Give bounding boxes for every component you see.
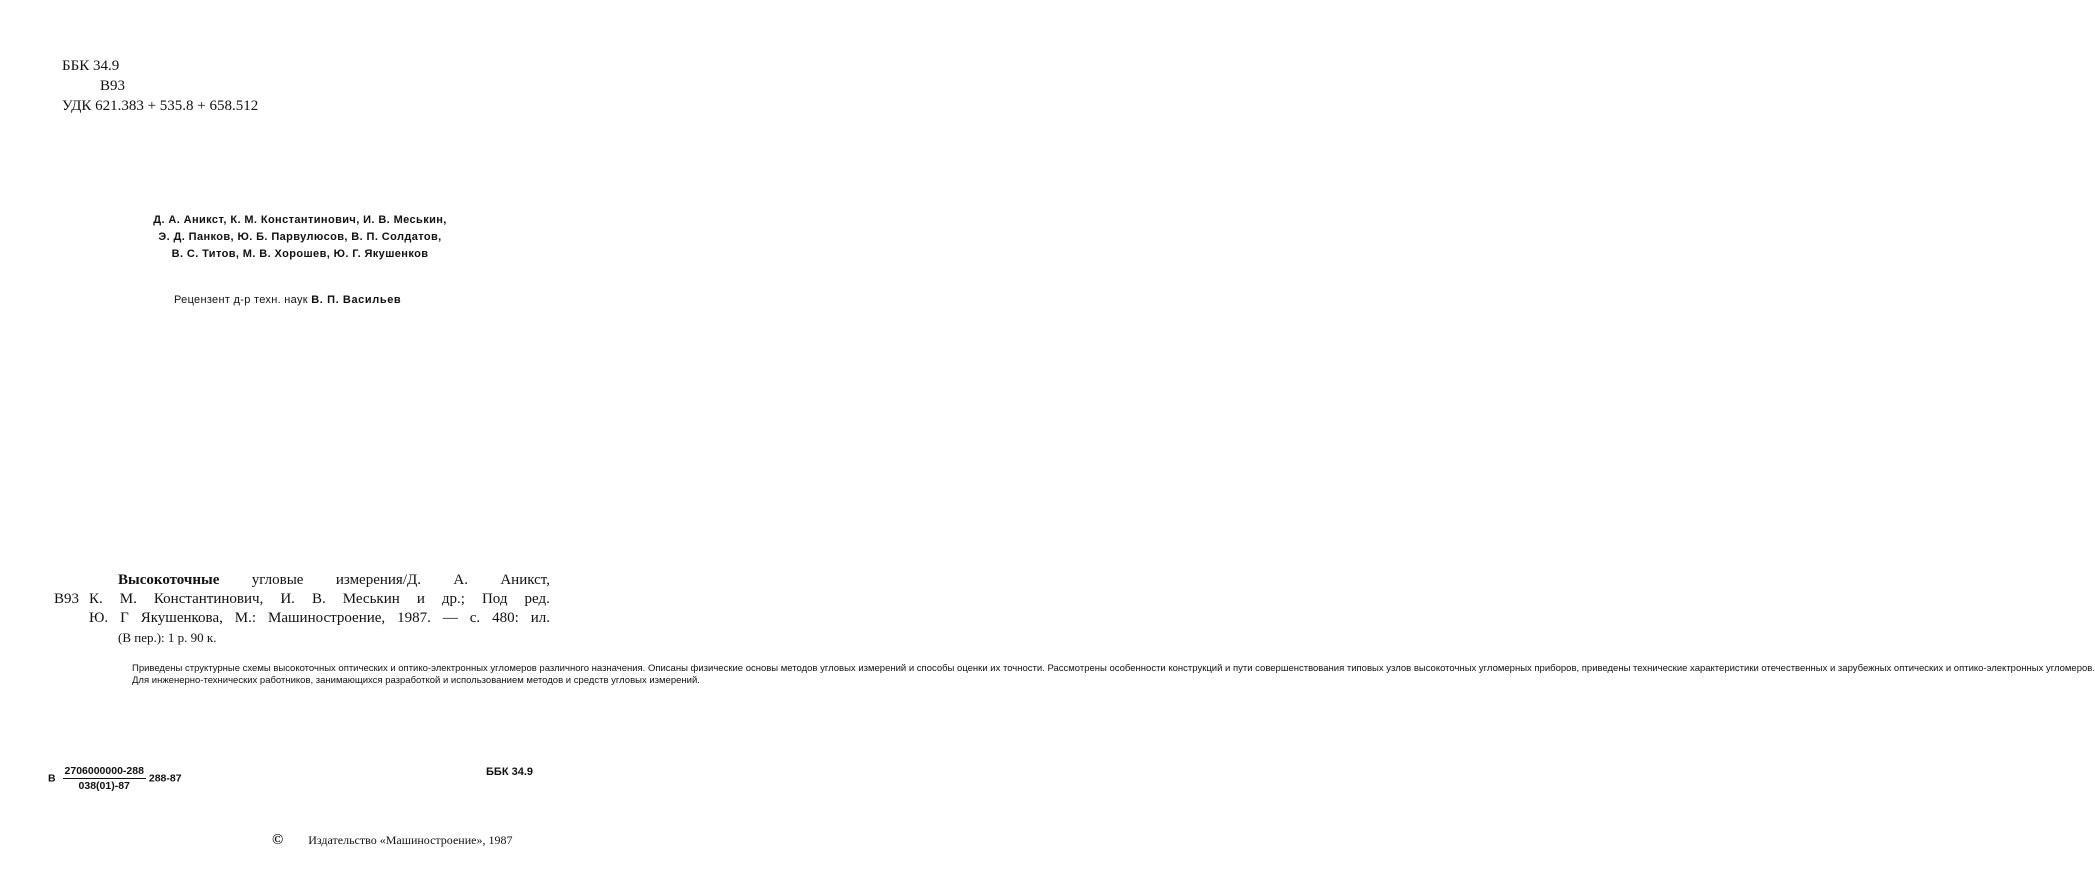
copyright-text: Издательство «Машиностроение», 1987 — [308, 833, 513, 847]
biblio-word: Г — [120, 610, 129, 626]
biblio-word: А. — [453, 572, 468, 588]
biblio-word: ред. — [524, 591, 550, 607]
index-prefix: В — [48, 772, 56, 785]
biblio-word: Под — [481, 591, 508, 607]
biblio-word: Аникст, — [500, 572, 550, 588]
biblio-line-1 — [118, 571, 550, 590]
price: (В пер.): 1 р. 90 к. — [118, 630, 217, 645]
biblio-word: угловые — [251, 572, 304, 588]
biblio-line-3 — [89, 609, 550, 628]
biblio-word: 1987. — [397, 610, 431, 626]
biblio-word: — — [442, 610, 458, 626]
biblio-word: Якушенкова, — [140, 610, 223, 626]
index-suffix: 288-87 — [148, 772, 182, 785]
biblio-word: 480: — [492, 610, 519, 626]
classification-codes — [62, 56, 258, 116]
authors-block — [0, 212, 600, 263]
authors-line: Э. Д. Панков, Ю. Б. Парвулюсов, В. П. Солдатов, — [158, 231, 442, 243]
author-mark: В93 — [100, 78, 126, 94]
biblio-word: М.: — [234, 610, 257, 626]
index-numerator: 2706000000-288 — [64, 765, 144, 777]
abstract-paragraph: Для инженерно-технических работников, занимающихся разработкой и использованием методов и средств угловых измерений. — [132, 674, 700, 686]
bbk-code: ББК 34.9 — [62, 58, 120, 74]
biblio-title-bold: Высокоточные — [118, 572, 220, 588]
abstract — [118, 663, 2095, 686]
biblio-word: и — [416, 591, 425, 607]
biblio-word: с. — [469, 610, 481, 626]
biblio-word: Меськин — [342, 591, 400, 607]
biblio-line-2 — [54, 590, 550, 609]
reviewer-label: Рецензент д-р техн. наук — [174, 294, 308, 306]
reviewer-line — [174, 294, 401, 306]
bbk-bottom: ББК 34.9 — [486, 766, 533, 778]
udk-code: УДК 621.383 + 535.8 + 658.512 — [62, 98, 259, 114]
biblio-word: др.; — [441, 591, 465, 607]
authors-line: Д. А. Аникст, К. М. Константинович, И. В. Меськин, — [153, 214, 447, 226]
copyright-icon: © — [272, 832, 284, 848]
biblio-word: Машиностроение, — [268, 610, 386, 626]
biblio-word: М. — [119, 591, 137, 607]
index-fraction — [63, 765, 146, 792]
biblio-word: Константинович, — [153, 591, 264, 607]
reviewer-name: В. П. Васильев — [311, 294, 402, 306]
biblio-word: К. — [89, 591, 103, 607]
index-denominator: 038(01)-87 — [78, 780, 130, 792]
biblio-word: И. — [280, 591, 295, 607]
biblio-word: Ю. — [89, 610, 109, 626]
abstract-paragraph: Приведены структурные схемы высокоточных оптических и оптико-электронных угломеров различного назначения. Описаны физические основы методов угловых измерений и способы оценки их точности. Рассмотрены особенности конструкций и пути совершенствования типовых узлов высокоточных угломерных приборов, приведены технические характеристики отечественных и зарубежных оптических и оптико-электронных угломеров. — [132, 663, 2095, 674]
publication-index — [48, 765, 182, 792]
bibliographic-record — [54, 571, 550, 628]
biblio-word: В. — [311, 591, 326, 607]
biblio-code: В93 — [54, 591, 80, 607]
copyright-line — [272, 832, 512, 849]
biblio-word: ил. — [530, 610, 550, 626]
authors-line: В. С. Титов, М. В. Хорошев, Ю. Г. Якушенков — [171, 248, 429, 260]
biblio-word: измерения/Д. — [335, 572, 421, 588]
